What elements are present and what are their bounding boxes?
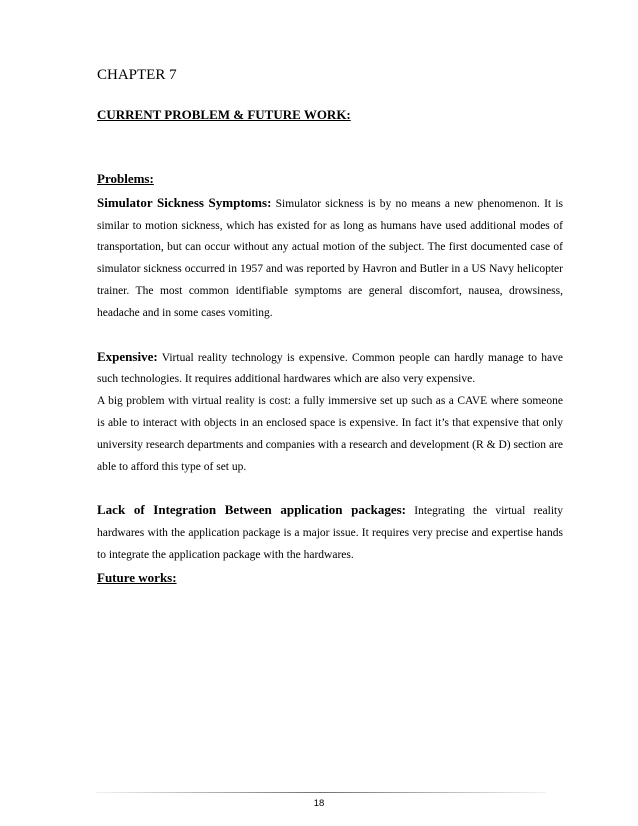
document-body <box>97 168 563 591</box>
section-title: CURRENT PROBLEM & FUTURE WORK: <box>97 107 351 122</box>
simulator-sickness-paragraph <box>97 192 563 325</box>
simulator-sickness-lead: Simulator Sickness Symptoms: <box>97 194 272 210</box>
simulator-sickness-text: Simulator sickness is by no means a new phenomenon. It is similar to motion sickness, which has existed for as long as humans have used additional modes of transportation, but can occur without any actual motion of the subject. The first documented case of simulator sickness occurred in 1957 and was reported by Havron and Butler in a US Navy helicopter trainer. The most common identifiable symptoms are general discomfort, nausea, drowsiness, headache and in some cases vomiting. <box>97 197 563 319</box>
expensive-text-2: A big problem with virtual reality is cost: a fully immersive set up such as a CAVE where someone is able to interact with objects in an enclosed space is expensive. In fact it’s that expensive that only university research departments and companies with a research and development (R & D) section are able to afford this type of set up. <box>97 395 563 473</box>
problems-heading-text: Problems: <box>97 171 154 186</box>
integration-paragraph <box>97 499 563 566</box>
expensive-paragraph <box>97 346 563 392</box>
expensive-paragraph-2 <box>97 391 563 478</box>
integration-text: Integrating the virtual reality hardwares with the application package is a major issue. It requires very precise and expertise hands to integrate the application package with the hardwares. <box>97 505 563 561</box>
expensive-lead: Expensive: <box>97 348 158 364</box>
footer-divider <box>96 792 546 793</box>
future-works-heading-text: Future works: <box>97 569 177 585</box>
paragraph-spacer <box>97 325 563 346</box>
expensive-text: Virtual reality technology is expensive. Common people can hardly manage to have such technologies. It requires additional hardwares which are also very expensive. <box>97 351 563 386</box>
problems-heading <box>97 168 563 192</box>
integration-lead: Lack of Integration Between application packages: <box>97 502 406 518</box>
chapter-label: CHAPTER 7 <box>97 67 177 83</box>
page-number: 18 <box>313 798 325 809</box>
paragraph-spacer <box>97 478 563 499</box>
future-works-heading <box>97 567 563 591</box>
